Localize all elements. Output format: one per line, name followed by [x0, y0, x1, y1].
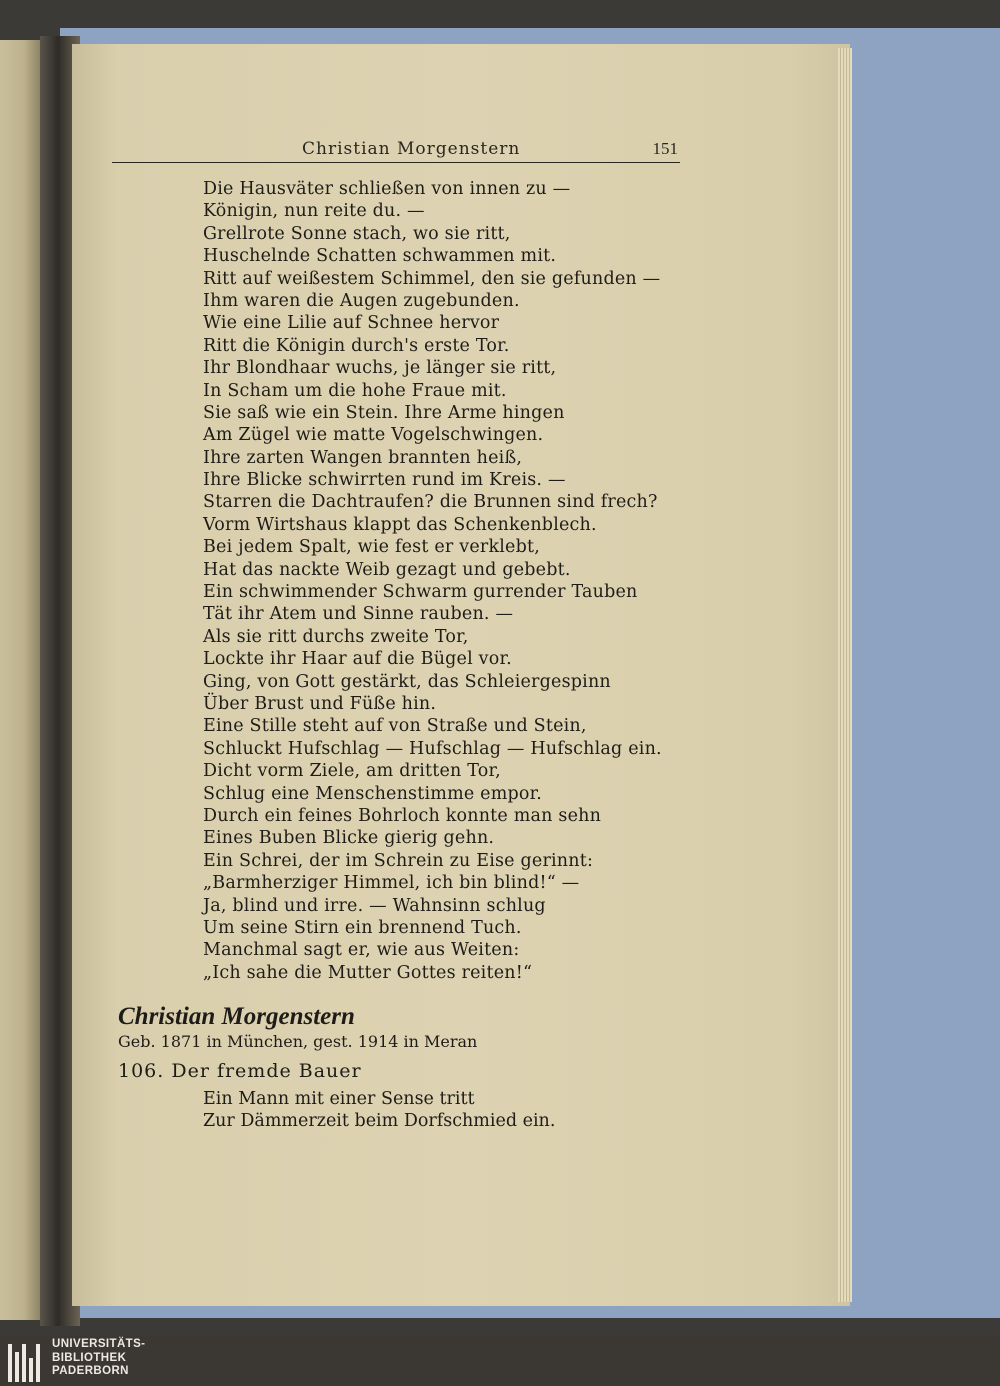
poem-line: Ritt auf weißestem Schimmel, den sie gefunden — — [203, 268, 661, 289]
author-heading: Christian Morgenstern — [118, 1003, 355, 1030]
poem-line: Grellrote Sonne stach, wo sie ritt, — [203, 223, 511, 244]
poem-line: Eines Buben Blicke gierig gehn. — [203, 828, 495, 849]
previous-page-edge — [0, 40, 40, 1320]
poem-line: Ging, von Gott gestärkt, das Schleiergespinn — [203, 671, 611, 692]
poem-line: Ihm waren die Augen zugebunden. — [203, 290, 520, 311]
poem-line: Ihr Blondhaar wuchs, je länger sie ritt, — [203, 358, 557, 379]
poem-line: Sie saß wie ein Stein. Ihre Arme hingen — [203, 402, 565, 423]
second-poem-text — [203, 1088, 555, 1133]
poem-line: Lockte ihr Haar auf die Bügel vor. — [203, 649, 512, 670]
poem-line: Am Zügel wie matte Vogelschwingen. — [203, 425, 544, 446]
poem-line: Hat das nackte Weib gezagt und gebebt. — [203, 559, 571, 580]
poem-line: Ihre Blicke schwirrten rund im Kreis. — — [203, 470, 566, 491]
poem-line: „Barmherziger Himmel, ich bin blind!“ — — [203, 873, 580, 894]
logo-line: UNIVERSITÄTS- — [52, 1338, 146, 1350]
library-logo-icon — [6, 1340, 46, 1382]
poem-line: Schlug eine Menschenstimme empor. — [203, 783, 543, 804]
poem-line: Tät ihr Atem und Sinne rauben. — — [203, 604, 514, 625]
poem-line: Huschelnde Schatten schwammen mit. — [203, 246, 557, 267]
poem-line: Königin, nun reite du. — — [203, 201, 425, 222]
page-edges — [838, 48, 852, 1302]
poem-line: Bei jedem Spalt, wie fest er verklebt, — [203, 537, 541, 558]
poem-title: 106. Der fremde Bauer — [118, 1060, 362, 1082]
poem-line: Ritt die Königin durch's erste Tor. — [203, 335, 510, 356]
poem-line: Ein Schrei, der im Schrein zu Eise gerinnt: — [203, 850, 594, 871]
page-number: 151 — [652, 139, 678, 158]
poem-line: Starren die Dachtraufen? die Brunnen sind frech? — [203, 492, 658, 513]
logo-line: PADERBORN — [52, 1365, 129, 1377]
running-title: Christian Morgenstern — [302, 139, 521, 159]
library-logo-text — [52, 1338, 145, 1379]
poem-line: Als sie ritt durchs zweite Tor, — [203, 626, 469, 647]
poem-line: Die Hausväter schließen von innen zu — — [203, 179, 571, 199]
poem-line: Manchmal sagt er, wie aus Weiten: — [203, 940, 520, 961]
poem-line: Zur Dämmerzeit beim Dorfschmied ein. — [203, 1111, 556, 1132]
poem-line: Schluckt Hufschlag — Hufschlag — Hufschlag ein. — [203, 738, 662, 759]
library-footer — [0, 1336, 1000, 1386]
poem-line: Wie eine Lilie auf Schnee hervor — [203, 313, 500, 334]
poem-text — [203, 178, 662, 984]
poem-line: Durch ein feines Bohrloch konnte man sehn — [203, 805, 602, 826]
author-dates: Geb. 1871 in München, gest. 1914 in Meran — [118, 1032, 478, 1051]
poem-line: Eine Stille steht auf von Straße und Stein, — [203, 716, 587, 737]
poem-line: Vorm Wirtshaus klappt das Schenkenblech. — [203, 514, 597, 535]
logo-line: BIBLIOTHEK — [52, 1351, 127, 1364]
poem-line: Um seine Stirn ein brennend Tuch. — [203, 917, 522, 938]
poem-line: Über Brust und Füße hin. — [203, 693, 437, 714]
poem-line: „Ich sahe die Mutter Gottes reiten!“ — [203, 962, 533, 983]
poem-line: Ja, blind und irre. — Wahnsinn schlug — [203, 895, 546, 916]
poem-line: Ihre zarten Wangen brannten heiß, — [203, 447, 523, 468]
poem-line: Dicht vorm Ziele, am dritten Tor, — [203, 761, 501, 782]
poem-line: In Scham um die hohe Fraue mit. — [203, 380, 507, 401]
poem-line: Ein Mann mit einer Sense tritt — [203, 1089, 475, 1109]
running-header — [112, 138, 680, 163]
poem-line: Ein schwimmender Schwarm gurrender Tauben — [203, 582, 638, 603]
